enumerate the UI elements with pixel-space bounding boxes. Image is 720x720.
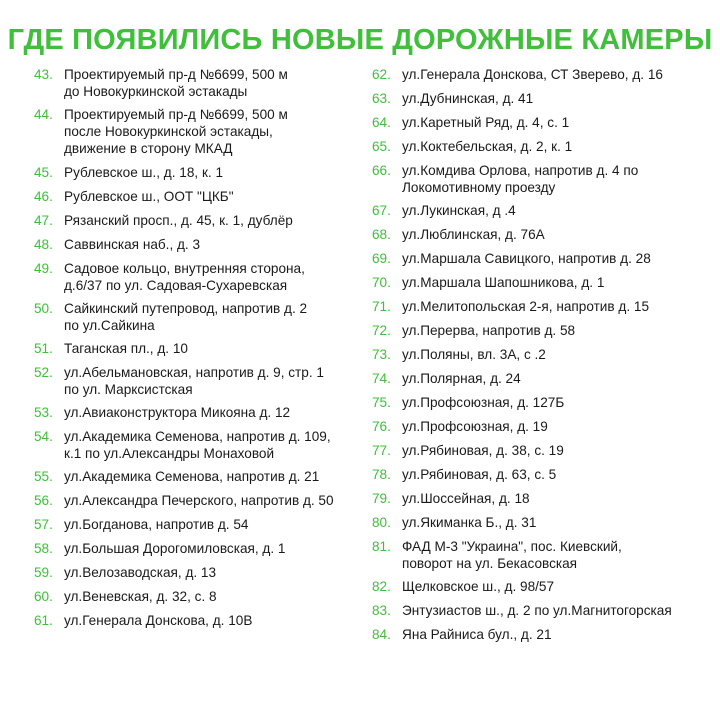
right-column <box>372 66 712 643</box>
item-address: ул.Александра Печерского, напротив д. 50 <box>64 493 334 508</box>
item-number: 45. <box>34 165 53 180</box>
list-item <box>372 514 712 531</box>
item-number: 61. <box>34 613 53 628</box>
item-address: ул.Профсоюзная, д. 127Б <box>402 395 565 410</box>
item-address: ул.Академика Семенова, напротив д. 21 <box>64 469 320 484</box>
item-number: 78. <box>372 467 391 482</box>
item-address: ул.Маршала Шапошникова, д. 1 <box>402 275 605 290</box>
list-item <box>372 138 712 155</box>
list-item <box>372 466 712 483</box>
item-address: ул.Генерала Донскова, СТ Зверево, д. 16 <box>402 67 663 82</box>
item-address: ФАД М-3 "Украина", пос. Киевский, поворот на ул. Бекасовская <box>402 539 622 571</box>
item-number: 47. <box>34 213 53 228</box>
item-number: 80. <box>372 515 391 530</box>
list-item <box>34 588 354 605</box>
list-item <box>34 300 354 334</box>
list-item <box>372 66 712 83</box>
item-number: 58. <box>34 541 53 556</box>
item-address: Саввинская наб., д. 3 <box>64 237 201 252</box>
list-item <box>34 236 354 253</box>
list-item <box>34 164 354 181</box>
page-title: ГДЕ ПОЯВИЛИСЬ НОВЫЕ ДОРОЖНЫЕ КАМЕРЫ <box>7 24 713 56</box>
item-address: ул.Шоссейная, д. 18 <box>402 491 530 506</box>
item-address: Энтузиастов ш., д. 2 по ул.Магнитогорская <box>402 603 672 618</box>
list-item <box>34 212 354 229</box>
list-item <box>34 364 354 398</box>
list-item <box>372 490 712 507</box>
list-item <box>372 346 712 363</box>
item-number: 77. <box>372 443 391 458</box>
item-number: 69. <box>372 251 391 266</box>
list-item <box>372 626 712 643</box>
item-address: Проектируемый пр-д №6699, 500 м после Новокуркинской эстакады, движение в сторону МКАД <box>64 107 288 156</box>
item-number: 63. <box>372 91 391 106</box>
item-address: ул.Генерала Донскова, д. 10В <box>64 613 253 628</box>
item-number: 55. <box>34 469 53 484</box>
item-address: Щелковское ш., д. 98/57 <box>402 579 555 594</box>
item-address: Рублевское ш., д. 18, к. 1 <box>64 165 224 180</box>
list-item <box>372 90 712 107</box>
list-item <box>372 250 712 267</box>
list-item <box>372 370 712 387</box>
item-address: ул.Каретный Ряд, д. 4, с. 1 <box>402 115 570 130</box>
list-item <box>34 612 354 629</box>
item-number: 83. <box>372 603 391 618</box>
list-item <box>34 340 354 357</box>
item-number: 48. <box>34 237 53 252</box>
item-address: ул.Академика Семенова, напротив д. 109, к.1 по ул.Александры Монаховой <box>64 429 331 461</box>
item-address: ул.Рябиновая, д. 38, с. 19 <box>402 443 564 458</box>
item-number: 67. <box>372 203 391 218</box>
item-number: 64. <box>372 115 391 130</box>
item-address: ул.Авиаконструктора Микояна д. 12 <box>64 405 291 420</box>
item-address: ул.Веневская, д. 32, с. 8 <box>64 589 217 604</box>
item-address: ул.Поляны, вл. 3А, с .2 <box>402 347 546 362</box>
list-item <box>34 468 354 485</box>
item-number: 54. <box>34 429 53 444</box>
item-number: 73. <box>372 347 391 362</box>
list-item <box>372 538 712 572</box>
item-number: 56. <box>34 493 53 508</box>
item-number: 51. <box>34 341 53 356</box>
item-number: 49. <box>34 261 53 276</box>
item-number: 79. <box>372 491 391 506</box>
list-item <box>34 428 354 462</box>
list-item <box>34 66 354 100</box>
list-item <box>372 162 712 196</box>
list-item <box>34 516 354 533</box>
item-address: ул.Мелитопольская 2-я, напротив д. 15 <box>402 299 650 314</box>
item-number: 75. <box>372 395 391 410</box>
item-number: 72. <box>372 323 391 338</box>
item-number: 52. <box>34 365 53 380</box>
item-number: 50. <box>34 301 53 316</box>
item-address: Таганская пл., д. 10 <box>64 341 188 356</box>
list-item <box>372 418 712 435</box>
list-item <box>372 322 712 339</box>
item-number: 84. <box>372 627 391 642</box>
item-number: 66. <box>372 163 391 178</box>
item-number: 43. <box>34 67 53 82</box>
list-item <box>372 578 712 595</box>
item-address: ул.Велозаводская, д. 13 <box>64 565 217 580</box>
item-number: 59. <box>34 565 53 580</box>
list-item <box>34 188 354 205</box>
item-number: 60. <box>34 589 53 604</box>
list-item <box>372 394 712 411</box>
item-address: ул.Комдива Орлова, напротив д. 4 по Локомотивному проезду <box>402 163 639 195</box>
item-address: ул.Лукинская, д .4 <box>402 203 516 218</box>
list-item <box>372 274 712 291</box>
list-item <box>34 106 354 157</box>
item-address: ул.Маршала Савицкого, напротив д. 28 <box>402 251 651 266</box>
list-item <box>372 442 712 459</box>
item-number: 81. <box>372 539 391 554</box>
item-number: 70. <box>372 275 391 290</box>
left-column <box>34 66 354 629</box>
item-address: ул.Полярная, д. 24 <box>402 371 521 386</box>
list-item <box>372 202 712 219</box>
item-address: ул.Рябиновая, д. 63, с. 5 <box>402 467 557 482</box>
item-number: 44. <box>34 107 53 122</box>
item-number: 71. <box>372 299 391 314</box>
item-number: 62. <box>372 67 391 82</box>
item-address: Проектируемый пр-д №6699, 500 м до Новокуркинской эстакады <box>64 67 288 99</box>
list-item <box>34 260 354 294</box>
item-address: Рязанский просп., д. 45, к. 1, дублёр <box>64 213 293 228</box>
list-item <box>372 298 712 315</box>
item-number: 65. <box>372 139 391 154</box>
item-address: ул.Профсоюзная, д. 19 <box>402 419 548 434</box>
item-address: Садовое кольцо, внутренняя сторона, д.6/37 по ул. Садовая-Сухаревская <box>64 261 305 293</box>
list-item <box>34 404 354 421</box>
list-item <box>34 492 354 509</box>
item-number: 57. <box>34 517 53 532</box>
list-item <box>372 114 712 131</box>
list-item <box>34 564 354 581</box>
item-number: 74. <box>372 371 391 386</box>
list-item <box>34 540 354 557</box>
item-address: Рублевское ш., ООТ "ЦКБ" <box>64 189 234 204</box>
item-number: 46. <box>34 189 53 204</box>
item-number: 53. <box>34 405 53 420</box>
item-address: Сайкинский путепровод, напротив д. 2 по ул.Сайкина <box>64 301 308 333</box>
list-item <box>372 602 712 619</box>
item-number: 82. <box>372 579 391 594</box>
item-address: ул.Якиманка Б., д. 31 <box>402 515 537 530</box>
item-address: ул.Абельмановская, напротив д. 9, стр. 1 по ул. Марксистская <box>64 365 324 397</box>
item-address: ул.Дубнинская, д. 41 <box>402 91 534 106</box>
item-address: Яна Райниса бул., д. 21 <box>402 627 552 642</box>
item-address: ул.Коктебельская, д. 2, к. 1 <box>402 139 573 154</box>
item-address: ул.Большая Дорогомиловская, д. 1 <box>64 541 286 556</box>
item-number: 68. <box>372 227 391 242</box>
item-address: ул.Перерва, напротив д. 58 <box>402 323 576 338</box>
item-address: ул.Люблинская, д. 76А <box>402 227 545 242</box>
item-address: ул.Богданова, напротив д. 54 <box>64 517 249 532</box>
item-number: 76. <box>372 419 391 434</box>
list-item <box>372 226 712 243</box>
